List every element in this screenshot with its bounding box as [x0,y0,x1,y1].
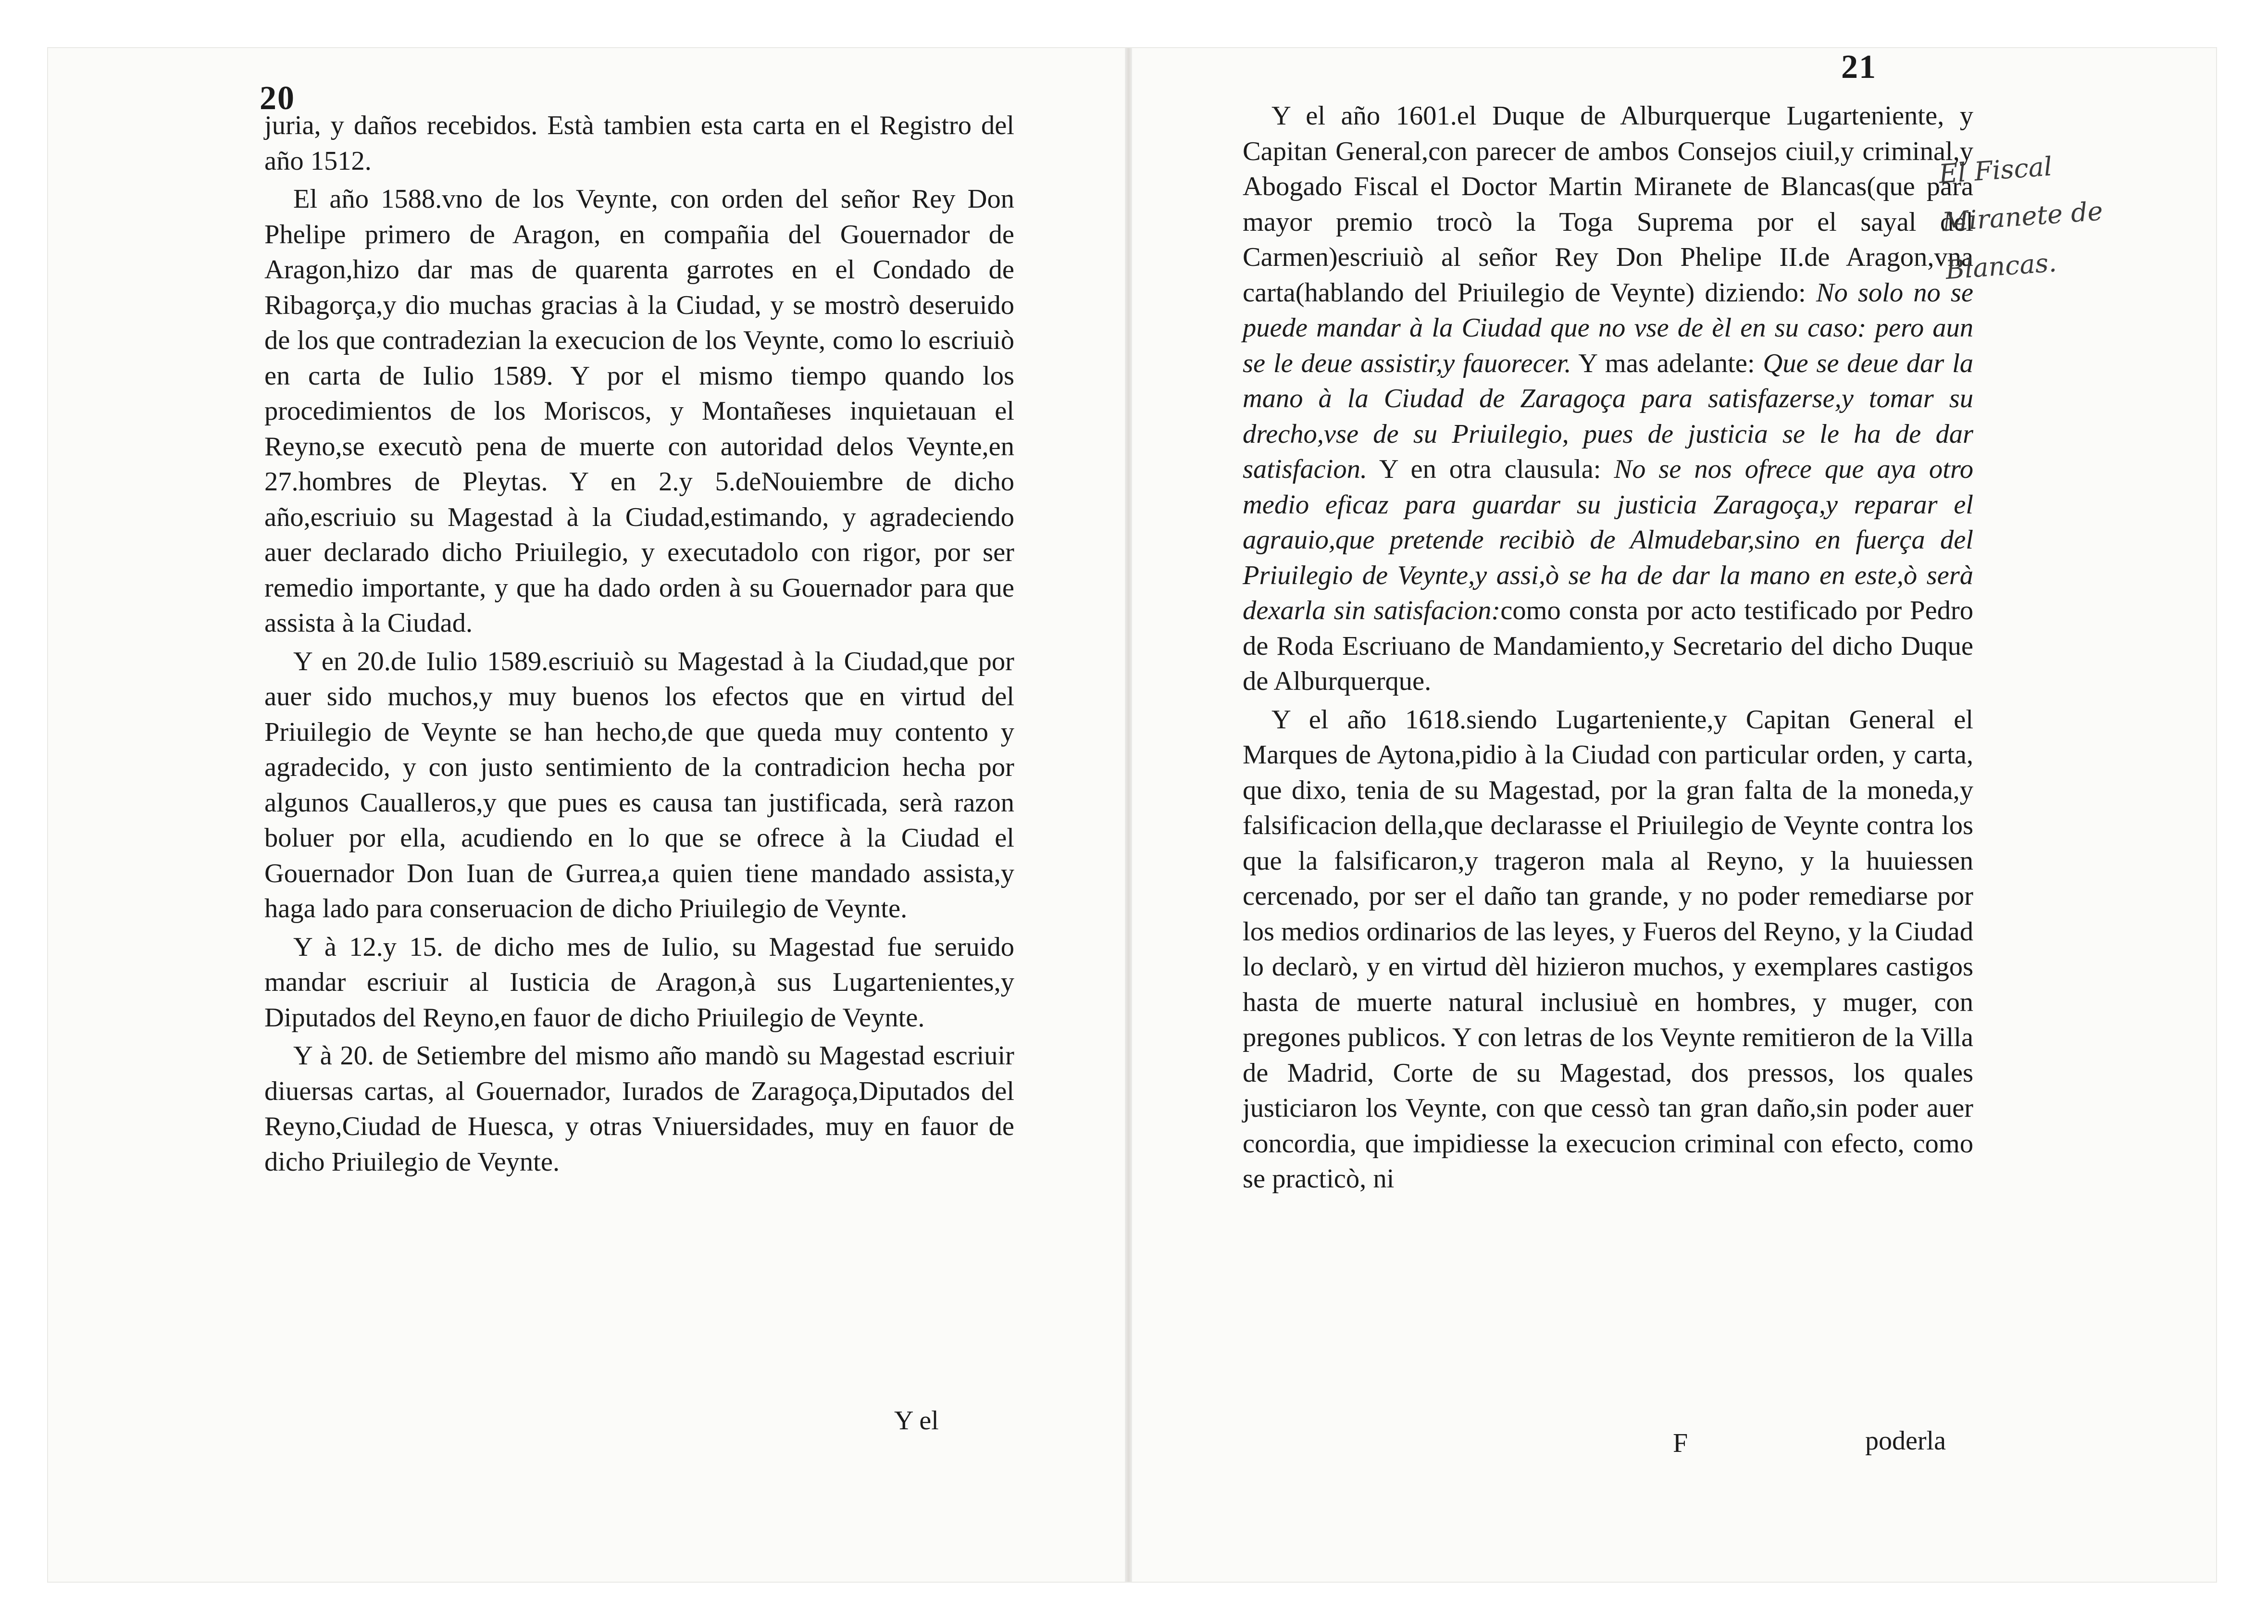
paragraph-text: Y mas adelante: [1578,348,1755,378]
quotation: Que se deue dar la mano à la Ciudad de Zaragoça para satisfazerse,y tomar su drecho,vse de su Priuilegio, pues de justicia se le ha de dar satisfacion. [1243,348,1974,484]
left-catchword: Y el [894,1406,939,1436]
paragraph: Y en 20.de Iulio 1589.escriuiò su Magestad à la Ciudad,que por auer sido muchos,y muy buenos los efectos que en virtud del Priuilegio de Veynte se han hecho,de que queda muy contento y agradecido, y con justo sentimiento de la contradicion hecha por algunos Caualleros,y que pues es causa tan justificada, serà razon boluer por ella, acudiendo en lo que se ofrece à la Ciudad el Gouernador Don Iuan de Gurrea,a quien tiene mandado assista,y haga lado para conseruacion de dicho Priuilegio de Veynte. [264,646,1014,924]
right-page-text [1243,99,1973,1200]
margin-note-line: Blancas. [1944,247,2058,286]
paragraph-text: como consta por acto testificado por Pedro de Roda Escriuano de Mandamiento,y Secretario del dicho Duque de Alburquerque. [1243,596,1973,696]
paragraph: Y à 20. de Setiembre del mismo año mandò su Magestad escriuir diuersas cartas, al Gouernador, Iurados de Zaragoça,Diputados del Reyno,Ciudad de Huesca, y otras Vniuersidades, muy en fauor de dicho Priuilegio de Veynte. [264,1041,1014,1177]
left-page-number: 20 [260,80,295,117]
left-page-text [264,108,1014,1183]
right-catchword: poderla [1865,1426,1946,1456]
paragraph: Y el año 1618.siendo Lugarteniente,y Capitan General el Marques de Aytona,pidio à la Ciudad con particular orden, y carta, que dixo, tenia de su Magestad, por la gran falta de la moneda,y falsificacion della,que declarasse el Priuilegio de Veynte contra los que la falsificaron,y trageron mala al Reyno, y la huuiessen cercenado, por ser el daño tan grande, y no poder remediarse por los medios ordinarios de las leyes, y Fueros del Reyno, y la Ciudad lo declarò, y en virtud dèl hizieron muchos, y exemplares castigos hasta de muerte natural inclusiuè en hombres, y muger, con pregones publicos. Y con letras de los Veynte remitieron de la Villa de Madrid, Corte de su Magestad, dos pressos, los quales justiciaron los Veynte, con que cessò tan gran daño,sin poder auer concordia, que impidiesse la execucion criminal con efecto, como se practicò, ni [1243,704,1973,1194]
handwritten-margin-note [1937,138,2120,294]
quotation: No solo no se puede mandar à la Ciudad que no vse de èl en su caso: pero aun se le deue assistir,y fauorecer. [1243,277,1973,378]
right-page-number: 21 [1841,49,1877,86]
book-gutter [1125,48,1132,1582]
signature-mark: F [1673,1428,1688,1458]
paragraph: El año 1588.vno de los Veynte, con orden del señor Rey Don Phelipe primero de Aragon, en compañia del Gouernador de Aragon,hizo dar mas de quarenta garrotes en el Condado de Ribagorça,y dio muchas gracias à la Ciudad, y se mostrò deseruido de los que contradezian la execucion de los Veynte, como lo escriuiò en carta de Iulio 1589. Y por el mismo tiempo quando los procedimientos de los Moriscos, y Montañeses inquietauan el Reyno,se executò pena de muerte con autoridad delos Veynte,en 27.hombres de Pleytas. Y en 2.y 5.deNouiembre de dicho año,escriuio su Magestad à la Ciudad,estimando, y agradeciendo auer declarado dicho Priuilegio, y executadolo con rigor, por ser remedio importante, y que ha dado orden à su Gouernador para que assista à la Ciudad. [264,184,1014,638]
quotation: No se nos ofrece que aya otro medio eficaz para guardar su justicia Zaragoça,y reparar el agrauio,que pretende recibiò de Almudebar,sino en fuerça del Priuilegio de Veynte,y assi,ò se ha de dar la mano en este,ò serà dexarla sin satisfacion: [1243,454,1974,625]
paragraph: juria, y daños recebidos. Està tambien esta carta en el Registro del año 1512. [264,111,1014,176]
paragraph [1243,99,1973,700]
margin-note-line: Miranete de [1941,196,2104,237]
paragraph-text: Y el año 1601.el Duque de Alburquerque Lugarteniente, y Capitan General,con parecer de ambos Consejos ciuil,y criminal,y Abogado Fiscal el Doctor Martin Miranete de Blancas(que para mayor premio trocò la Toga Suprema por el sayal del Carmen)escriuiò al señor Rey Don Phelipe II.de Aragon,vna carta(hablando del Priuilegio de Veynte) diziendo: [1243,101,1973,308]
margin-note-line: El Fiscal [1938,151,2054,189]
paragraph-text: Y en otra clausula: [1379,454,1601,484]
paragraph: Y à 12.y 15. de dicho mes de Iulio, su Magestad fue seruido mandar escriuir al Iusticia de Aragon,à sus Lugartenientes,y Diputados del Reyno,en fauor de dicho Priuilegio de Veynte. [264,932,1014,1033]
